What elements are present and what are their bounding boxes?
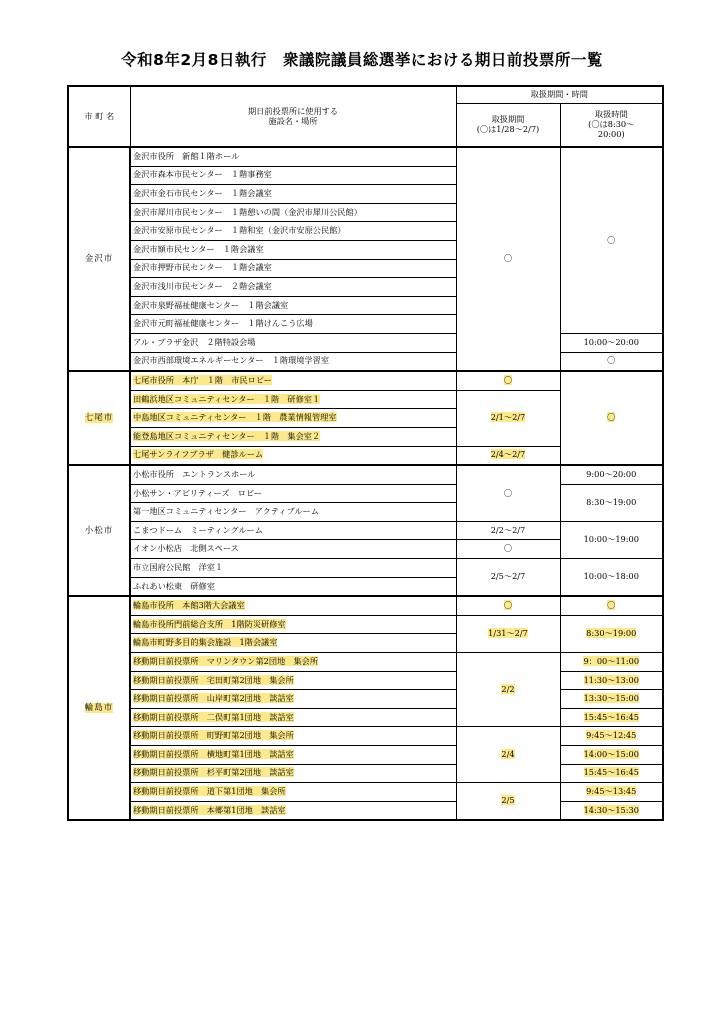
facility-cell (130, 690, 456, 709)
table-row (68, 352, 663, 371)
facility-cell (130, 390, 456, 409)
time-value: 13:30〜15:00 (583, 693, 639, 704)
facility-name: 移動期日前投票所 杉平町第2団地 談話室 (133, 767, 294, 778)
period-cell (456, 390, 560, 446)
municipality-name: 輪島市 (84, 703, 114, 714)
facility-cell (130, 746, 456, 765)
time-value: 8:30〜19:00 (586, 628, 637, 639)
time-value: 〇 (607, 600, 616, 611)
facility-cell (130, 615, 456, 634)
facility-name: 七尾市役所 本庁 １階 市民ロビー (133, 375, 272, 385)
time-cell (560, 801, 663, 820)
facility-cell (130, 577, 456, 596)
header-period-time-group: 取扱期間・時間 (456, 86, 663, 104)
facility-name: 第一地区コミュニティセンター アクティブルーム (133, 506, 319, 517)
facility-cell (130, 671, 456, 690)
facility-cell (130, 596, 456, 615)
facility-cell (130, 240, 456, 259)
facility-cell (130, 764, 456, 783)
facility-name: 移動期日前投票所 道下第1団地 集会所 (133, 786, 286, 797)
table-body (68, 147, 663, 820)
period-value: 〇 (503, 253, 513, 264)
facility-cell (130, 801, 456, 820)
header-period (456, 104, 560, 148)
table-row (68, 690, 663, 709)
facility-cell (130, 203, 456, 222)
facility-cell (130, 259, 456, 278)
period-value: 2/5〜2/7 (490, 571, 526, 582)
facility-cell (130, 352, 456, 371)
period-cell (456, 465, 560, 521)
facility-cell (130, 503, 456, 522)
period-cell (456, 559, 560, 597)
time-value: 10:00〜19:00 (583, 534, 639, 545)
time-cell (560, 727, 663, 746)
period-cell (456, 371, 560, 390)
facility-name: 移動期日前投票所 マリンタウン第2団地 集会所 (133, 655, 319, 666)
facility-cell (130, 166, 456, 185)
period-cell (456, 521, 560, 540)
header-time (560, 104, 663, 148)
time-cell (560, 333, 663, 352)
facility-cell (130, 222, 456, 241)
time-cell (560, 746, 663, 765)
municipality-name: 金沢市 (84, 253, 114, 264)
facility-name: 輪島市役所門前総合支所 1階防災研修室 (133, 618, 286, 629)
time-value: 9:00〜20:00 (586, 468, 637, 479)
header-time-line: 取扱時間 (594, 109, 628, 120)
facility-name: 移動期日前投票所 山岸町第2団地 談話室 (133, 693, 294, 704)
facility-cell (130, 653, 456, 672)
facility-cell (130, 465, 456, 484)
time-cell (560, 615, 663, 652)
time-cell (560, 371, 663, 465)
polling-places-table (67, 85, 662, 821)
facility-cell (130, 371, 456, 390)
table-row (68, 783, 663, 802)
facility-name: 七尾サンライフプラザ 健診ルーム (133, 449, 264, 460)
facility-cell (130, 484, 456, 503)
time-value: 11:30〜13:00 (583, 674, 639, 685)
facility-cell (130, 559, 456, 578)
facility-name: 金沢市犀川市民センター １階憩いの間（金沢市犀川公民館） (133, 206, 362, 217)
facility-cell (130, 296, 456, 315)
facility-cell (130, 727, 456, 746)
time-cell (560, 352, 663, 371)
time-value: 9:45〜13:45 (586, 786, 637, 797)
facility-name: 輪島市役所 本館3階大会議室 (133, 600, 245, 611)
period-cell (456, 147, 560, 371)
time-value: 14:00〜15:00 (583, 748, 639, 759)
header-municipality: 市 町 名 (68, 86, 130, 147)
facility-name: 金沢市泉野福祉健康センター １階会議室 (133, 299, 289, 310)
table-row (68, 465, 663, 484)
time-value: 9：00〜11:00 (583, 655, 640, 666)
facility-cell (130, 708, 456, 727)
facility-name: 金沢市役所 新館１階ホール (133, 150, 240, 161)
table-row (68, 653, 663, 672)
municipality-cell (68, 147, 130, 371)
facility-name: 小松サン・アビリティーズ ロビー (133, 487, 263, 498)
table-row (68, 746, 663, 765)
period-value: 2/1〜2/7 (490, 412, 526, 423)
time-cell (560, 147, 663, 333)
facility-cell (130, 521, 456, 540)
period-value: 2/2〜2/7 (490, 524, 526, 535)
table-row (68, 596, 663, 615)
municipality-name: 小松市 (84, 525, 114, 536)
municipality-name: 七尾市 (84, 413, 114, 424)
time-value: 〇 (607, 234, 616, 245)
table-row (68, 484, 663, 503)
time-cell (560, 690, 663, 709)
period-value: 2/4 (501, 748, 515, 759)
facility-name: 移動期日前投票所 横地町第1団地 談話室 (133, 748, 294, 759)
table-row (68, 801, 663, 820)
facility-name: 中島地区コミュニティセンター １階 農業情報管理室 (133, 412, 337, 423)
facility-name: 金沢市元町福祉健康センター １階けんこう広場 (133, 318, 313, 329)
time-cell (560, 465, 663, 484)
time-value: 8:30〜19:00 (586, 496, 637, 507)
header-time-line: (〇は8:30〜 (588, 119, 635, 130)
page-title: 令和8年2月8日執行 衆議院議員総選挙における期日前投票所一覧 (121, 51, 603, 69)
header-time-line: 20:00) (597, 128, 625, 139)
time-cell (560, 559, 663, 597)
time-cell (560, 653, 663, 672)
period-value: 〇 (503, 600, 513, 611)
period-value: 〇 (503, 375, 513, 385)
header-facility-line: 期日前投票所に使用する (247, 105, 339, 116)
facility-name: 金沢市西部環境エネルギーセンター １階環境学習室 (133, 355, 330, 366)
table-row (68, 559, 663, 578)
header-facility (130, 86, 456, 147)
header-period-line: 取扱期間 (491, 114, 525, 125)
facility-name: 輪島市町野多目的集会施設 1階会議室 (133, 637, 278, 648)
facility-cell (130, 427, 456, 446)
table-header-row (68, 86, 663, 104)
facility-cell (130, 185, 456, 204)
table-row (68, 147, 663, 166)
facility-cell (130, 333, 456, 352)
table-row (68, 764, 663, 783)
facility-cell (130, 278, 456, 297)
facility-cell (130, 315, 456, 334)
period-cell (456, 615, 560, 652)
facility-cell (130, 783, 456, 802)
facility-name: 金沢市安原市民センター １階和室（金沢市安原公民館） (133, 225, 346, 236)
period-value: 1/31〜2/7 (488, 628, 528, 639)
facility-name: 田鶴浜地区コミュニティセンター １階 研修室１ (133, 393, 321, 404)
period-cell (456, 727, 560, 783)
facility-name: 金沢市額市民センター １階会議室 (133, 243, 264, 254)
facility-name: イオン小松店 北側スペース (133, 543, 239, 554)
period-value: 〇 (503, 487, 513, 498)
table-row (68, 371, 663, 390)
time-value: 10:00〜20:00 (583, 336, 639, 347)
facility-name: 移動期日前投票所 本郷第1団地 談話室 (133, 804, 286, 815)
table-row (68, 615, 663, 634)
facility-cell (130, 446, 456, 465)
header-facility-line: 施設名・場所 (268, 115, 318, 126)
facility-name: ふれあい松東 研修室 (133, 580, 215, 591)
table-row (68, 521, 663, 540)
time-cell (560, 764, 663, 783)
time-value: 14:30〜15:30 (583, 804, 639, 815)
table-row (68, 333, 663, 352)
period-cell (456, 653, 560, 727)
time-cell (560, 521, 663, 558)
period-value: 2/4〜2/7 (490, 449, 526, 460)
facility-name: アル・プラザ金沢 ２階特設会場 (133, 336, 256, 347)
period-value: 2/5 (501, 795, 515, 806)
time-cell (560, 783, 663, 802)
facility-cell (130, 540, 456, 559)
facility-name: 移動期日前投票所 町野町第2団地 集会所 (133, 730, 294, 741)
period-cell (456, 446, 560, 465)
table-row (68, 671, 663, 690)
time-value: 9:45〜12:45 (586, 730, 637, 741)
facility-name: 金沢市森本市民センター １階事務室 (133, 169, 272, 180)
time-value: 15:45〜16:45 (583, 767, 639, 778)
facility-name: 金沢市浅川市民センター ２階会議室 (133, 281, 272, 292)
period-cell (456, 783, 560, 821)
facility-name: 小松市役所 エントランスホール (133, 468, 256, 479)
facility-cell (130, 409, 456, 428)
facility-name: 市立国府公民館 洋室１ (133, 561, 224, 572)
facility-name: 移動期日前投票所 宅田町第2団地 集会所 (133, 674, 294, 685)
period-cell (456, 596, 560, 615)
municipality-cell (68, 465, 130, 596)
table-row (68, 727, 663, 746)
facility-name: 移動期日前投票所 二俣町第1団地 談話室 (133, 711, 294, 722)
time-cell (560, 484, 663, 521)
municipality-cell (68, 596, 130, 820)
time-value: 〇 (607, 412, 616, 423)
time-cell (560, 596, 663, 615)
municipality-cell (68, 371, 130, 465)
period-value: 2/2 (501, 683, 515, 694)
period-cell (456, 540, 560, 559)
facility-cell (130, 147, 456, 166)
time-value: 15:45〜16:45 (583, 711, 639, 722)
time-cell (560, 708, 663, 727)
facility-name: 能登島地区コミュニティセンター １階 集会室２ (133, 430, 321, 441)
facility-name: こまつドーム ミーティングルーム (133, 524, 263, 535)
time-cell (560, 671, 663, 690)
facility-cell (130, 634, 456, 653)
facility-name: 金沢市金石市民センター １階会議室 (133, 188, 272, 199)
period-value: 〇 (503, 543, 513, 554)
header-period-line: (〇は1/28〜2/7) (476, 124, 540, 134)
facility-name: 金沢市押野市民センター １階会議室 (133, 262, 272, 273)
time-value: 〇 (607, 355, 616, 366)
time-value: 10:00〜18:00 (583, 571, 639, 582)
table-row (68, 708, 663, 727)
